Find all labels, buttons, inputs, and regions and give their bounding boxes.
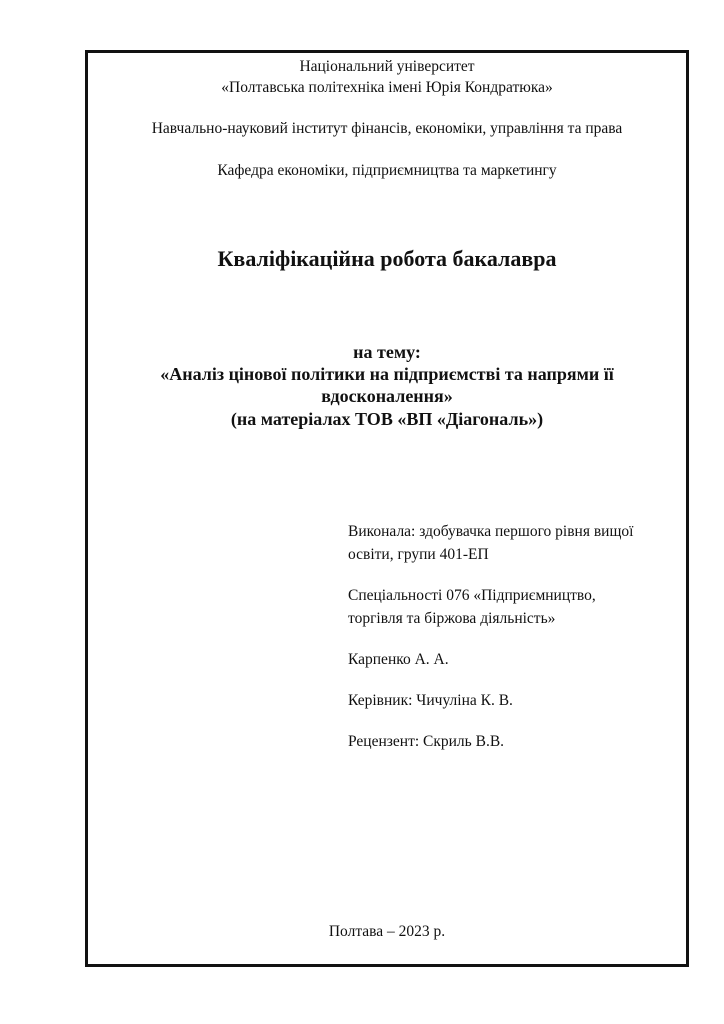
- supervisor: Керівник: Чичуліна К. В.: [348, 692, 513, 709]
- student-name: Карпенко А. А.: [348, 651, 449, 668]
- city-year: Полтава – 2023 р.: [328, 923, 446, 940]
- performer-line-1: Виконала: здобувачка першого рівня вищої: [348, 523, 634, 540]
- reviewer: Рецензент: Скриль В.В.: [348, 733, 505, 750]
- topic-intro: на тему:: [353, 342, 421, 362]
- institute-name: Навчально-науковий інститут фінансів, економіки, управління та права: [151, 120, 623, 137]
- department-name: Кафедра економіки, підприємництва та маркетингу: [217, 162, 557, 179]
- specialty-line-1: Спеціальності 076 «Підприємництво,: [348, 587, 596, 604]
- university-full-name: «Полтавська політехніка імені Юрія Кондратюка»: [221, 79, 553, 96]
- document-title: Кваліфікаційна робота бакалавра: [217, 246, 557, 271]
- topic-line-1: «Аналіз цінової політики на підприємстві та напрями її: [160, 364, 614, 384]
- page-border-frame: [85, 50, 689, 967]
- university-name: Національний університет: [299, 58, 475, 75]
- performer-line-2: освіти, групи 401-ЕП: [348, 546, 489, 563]
- topic-line-2: вдосконалення»: [321, 386, 453, 406]
- topic-line-3: (на матеріалах ТОВ «ВП «Діагональ»): [230, 409, 544, 429]
- specialty-line-2: торгівля та біржова діяльність»: [348, 610, 556, 627]
- author-info-block: [348, 520, 688, 753]
